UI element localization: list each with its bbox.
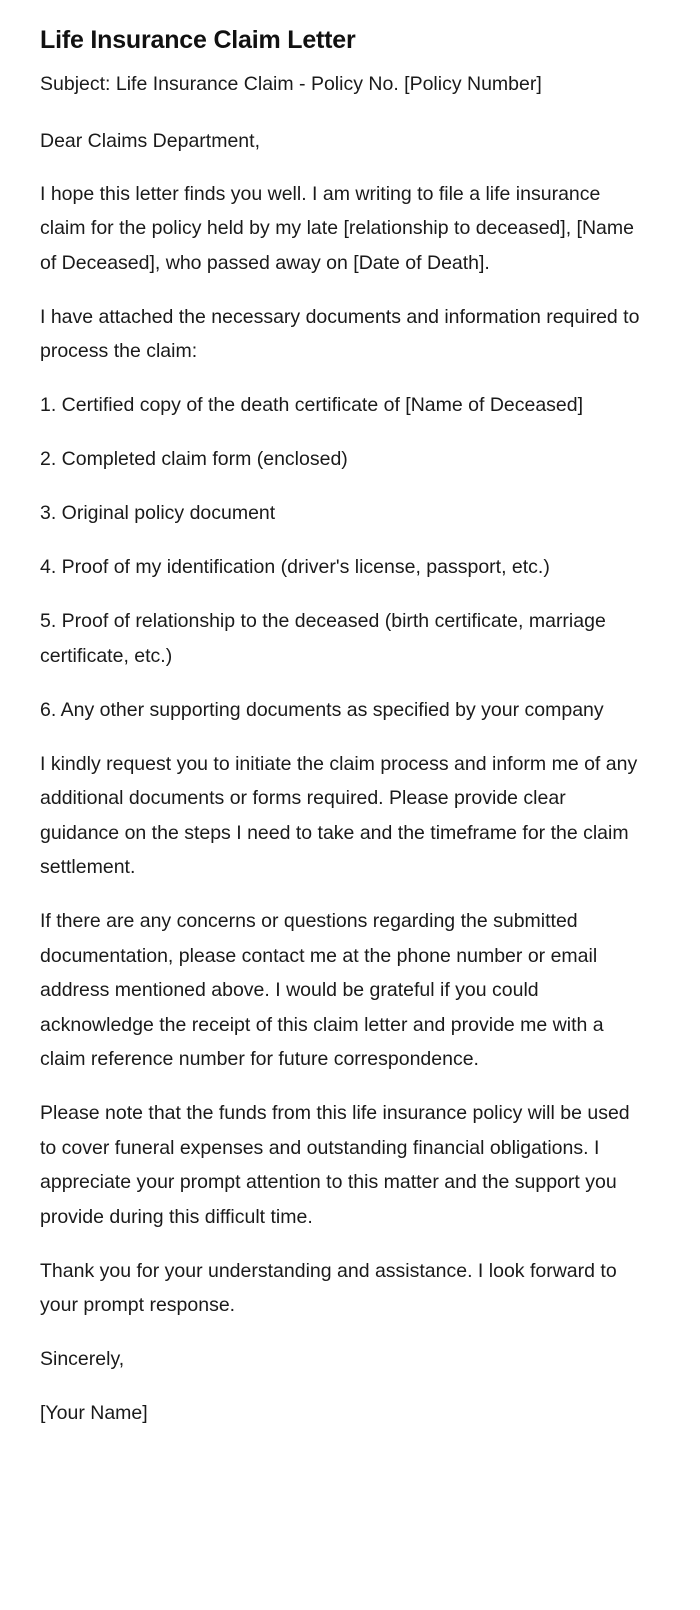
attachments-intro-paragraph: I have attached the necessary documents and information required to process the claim: bbox=[40, 305, 640, 362]
intro-paragraph: I hope this letter finds you well. I am writing to file a life insurance claim for the policy held by my late [relationship to deceased], [Name of Deceased], who passed away on [Date of Death]. bbox=[40, 182, 634, 274]
document-list-item: 4. Proof of my identification (driver's license, passport, etc.) bbox=[40, 556, 550, 578]
letter-greeting: Dear Claims Department, bbox=[40, 130, 260, 152]
thanks-paragraph: Thank you for your understanding and assistance. I look forward to your prompt response. bbox=[40, 1259, 617, 1316]
letter-closing: Sincerely, bbox=[40, 1348, 125, 1370]
document-list-item: 1. Certified copy of the death certificate of [Name of Deceased] bbox=[40, 394, 584, 416]
letter-signature: [Your Name] bbox=[40, 1401, 148, 1424]
document-list-item: 6. Any other supporting documents as specified by your company bbox=[40, 698, 604, 721]
letter-title: Life Insurance Claim Letter bbox=[40, 26, 356, 54]
document-list-item: 5. Proof of relationship to the deceased (birth certificate, marriage certificate, etc.) bbox=[40, 610, 606, 667]
letter-subject: Subject: Life Insurance Claim - Policy No. [Policy Number] bbox=[40, 73, 542, 95]
document-list-item: 3. Original policy document bbox=[40, 502, 276, 524]
funds-note-paragraph: Please note that the funds from this life insurance policy will be used to cover funeral expenses and outstanding financial obligations. I appreciate your prompt attention to this matter and the support you provide during this difficult time. bbox=[40, 1102, 630, 1228]
document-list-item: 2. Completed claim form (enclosed) bbox=[40, 448, 348, 470]
request-paragraph: I kindly request you to initiate the claim process and inform me of any additional documents or forms required. Please provide clear guidance on the steps I need to take and the timeframe for the claim settlement. bbox=[40, 752, 638, 878]
concerns-paragraph: If there are any concerns or questions regarding the submitted documentation, please contact me at the phone number or email address mentioned above. I would be grateful if you could acknowledge the receipt of this claim letter and provide me with a claim reference number for future correspondence. bbox=[40, 910, 604, 1070]
